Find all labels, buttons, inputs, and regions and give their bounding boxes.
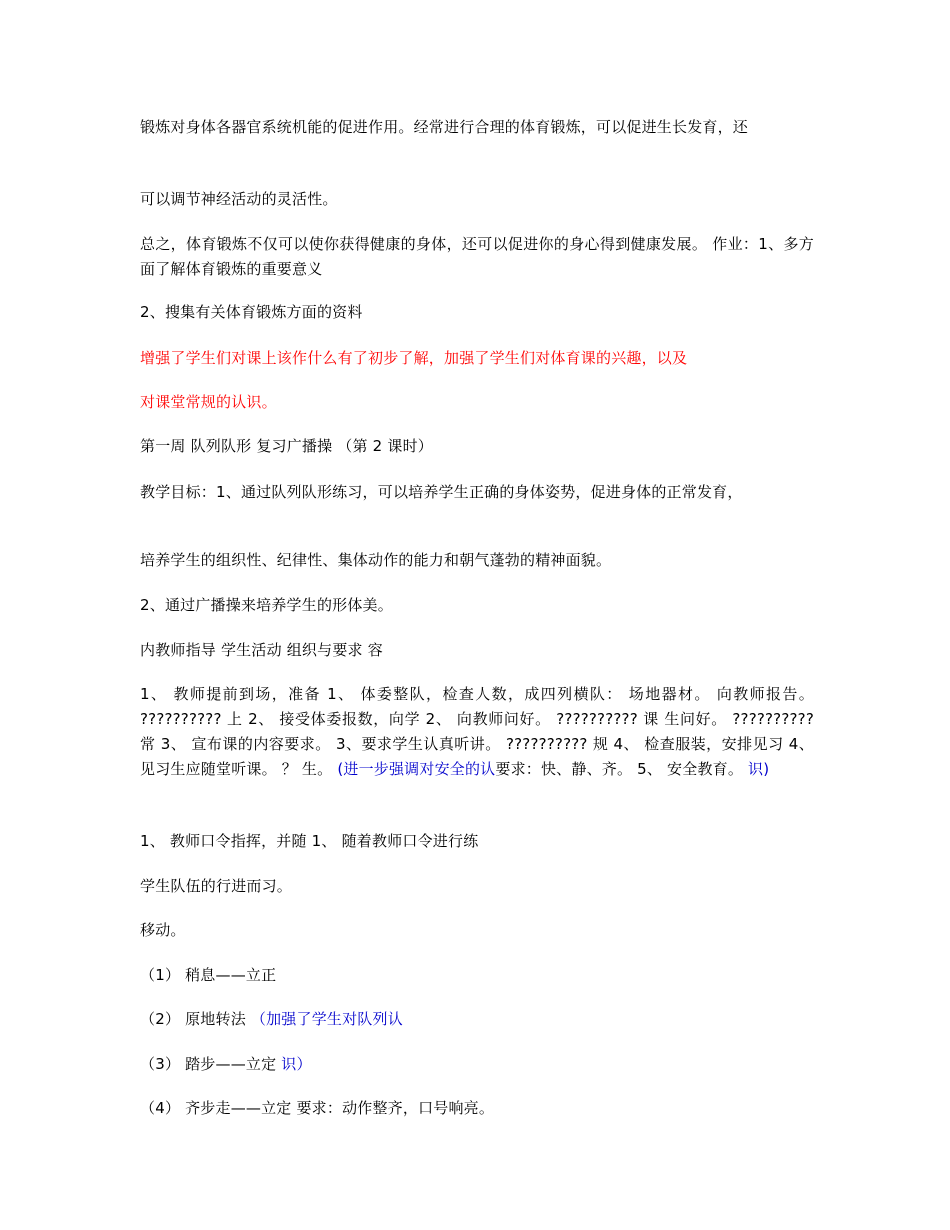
paragraph-reflection-red-2: 对课堂常规的认识。 (140, 393, 277, 411)
drill-note-blue-end: 识） (281, 1055, 312, 1073)
table-header-row: 内教师指导 学生活动 组织与要求 容 (140, 641, 383, 659)
drill-item-3 (140, 1052, 814, 1077)
safety-note-blue: (进一步强调对安全的认 (337, 760, 496, 778)
paragraph-exercise-benefits: 锻炼对身体各器官系统机能的促进作用。经常进行合理的体育锻炼，可以促进生长发育，还 (140, 118, 749, 136)
paragraph-class-routine (140, 682, 814, 782)
class-routine-requirement: 要求：快、静、齐。 5、 安全教育。 (495, 760, 744, 778)
paragraph-homework-2: 2、搜集有关体育锻炼方面的资料 (140, 303, 363, 321)
drill-item-2-text: （2） 原地转法 (140, 1010, 246, 1028)
drill-item-4: （4） 齐步走——立定 要求：动作整齐，口号响亮。 (140, 1099, 495, 1117)
paragraph-teaching-goal-1: 教学目标：1、通过队列队形练习，可以培养学生正确的身体姿势，促进身体的正常发育， (140, 483, 743, 501)
drill-item-3-text: （3） 踏步——立定 (140, 1055, 277, 1073)
paragraph-command-drill: 1、 教师口令指挥，并随 1、 随着教师口令进行练 (140, 832, 479, 850)
paragraph-teaching-goal-cont: 培养学生的组织性、纪律性、集体动作的能力和朝气蓬勃的精神面貌。 (140, 551, 612, 569)
lesson-title: 第一周 队列队形 复习广播操 （第 2 课时） (140, 437, 433, 455)
paragraph-summary-homework: 总之，体育锻炼不仅可以使你获得健康的身体，还可以促进你的身心得到健康发展。 作业：1、多方面了解体育锻炼的重要意义 (140, 235, 814, 278)
drill-item-2 (140, 1007, 814, 1032)
paragraph-nerve-flexibility: 可以调节神经活动的灵活性。 (140, 190, 338, 208)
safety-note-blue-end: 识) (748, 760, 770, 778)
drill-note-blue: （加强了学生对队列认 (250, 1010, 403, 1028)
drill-item-1: （1） 稍息——立正 (140, 966, 277, 984)
paragraph-march-practice: 学生队伍的行进而习。 (140, 877, 293, 895)
paragraph-move: 移动。 (140, 921, 186, 939)
class-routine-text: 1、 教师提前到场，准备 1、 体委整队，检查人数，成四列横队： 场地器材。 向教师报告。 ?????????? 上 2、 接受体委报数，向学 2、 向教师问好。 ?????????? 课 生问好。 ?????????? 常 3、 宣布课的内容要求。 3、要求学生认真听讲。 ?????????? 规 4、 检查服装，安排见习 4、见习生应随堂听课。 ？ 生。 (140, 685, 814, 778)
paragraph-reflection-red-1: 增强了学生们对课上该作什么有了初步了解，加强了学生们对体育课的兴趣，以及 (140, 349, 688, 367)
paragraph-teaching-goal-2: 2、通过广播操来培养学生的形体美。 (140, 596, 393, 614)
